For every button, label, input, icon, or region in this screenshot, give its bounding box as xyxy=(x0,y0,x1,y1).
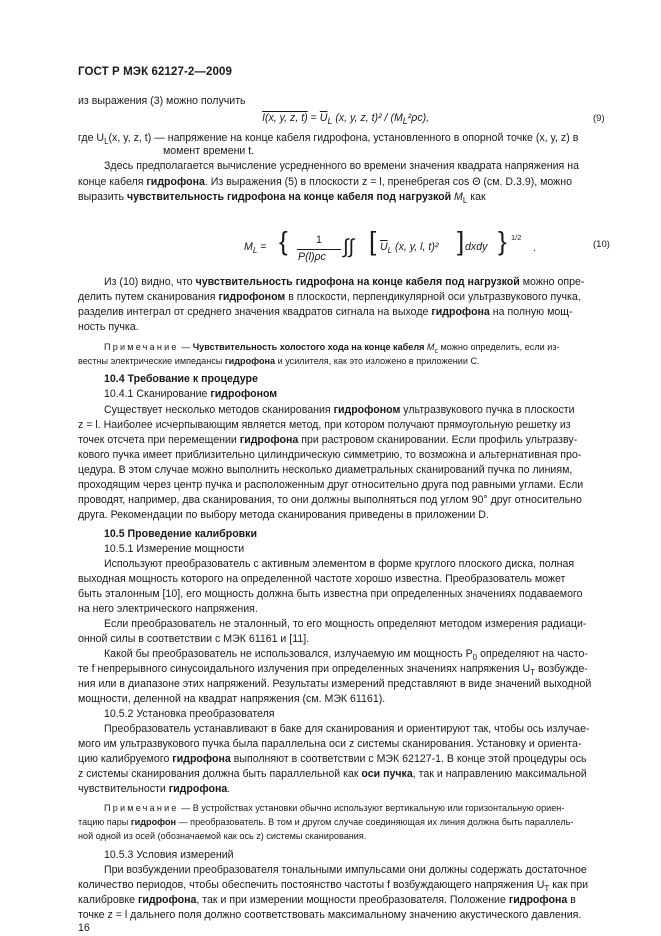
equation-number: (10) xyxy=(593,239,610,250)
text-line: Преобразователь устанавливают в баке для сканирования и ориентируют так, чтобы ось излучае- xyxy=(104,723,590,735)
text-line: цию калибруемого гидрофона выполняют в соответствии с МЭК 62127-1. В конце этой процедуры ось xyxy=(78,753,587,765)
text-line: быть эталонным [10], его мощность должна быть известна при определенных значениях подаваемого xyxy=(78,588,583,600)
page-number: 16 xyxy=(78,922,90,934)
section-heading: 10.4 Требование к процедуре xyxy=(104,373,258,385)
text-line: разделив интеграл от среднего значения квадратов сигнала на выходе гидрофона на полную мощ- xyxy=(78,306,573,318)
subsection-heading: 10.5.3 Условия измерений xyxy=(104,849,234,861)
text-line: момент времени t. xyxy=(163,145,255,157)
text-line: точек отсчета при перемещении гидрофона при растровом сканировании. Если профиль ультразву- xyxy=(78,434,578,446)
text-line: где $U_L(x$, y, z, t) — напряжение на конце кабеля гидрофона, установленного в опорной точке (x, y, z) в xyxy=(78,132,579,147)
note-line: ной одной из осей (обозначаемой как ось z) системы сканирования. xyxy=(78,831,367,841)
text-line: онной силы в соответствии с МЭК 61161 и [11]. xyxy=(78,633,310,645)
subsection-heading: 10.5.2 Установка преобразователя xyxy=(104,708,275,720)
text-line: калибровке гидрофона, так и при измерении мощности преобразователя. Положение гидрофона в xyxy=(78,894,576,906)
text-line: проходящим через центр пучка и расположенным друг относительно друга под равными углами. Если xyxy=(78,479,584,491)
text-line: количество периодов, чтобы обеспечить постоянство частоты f возбуждающего напряжения $U_T$ как при xyxy=(78,879,589,894)
text-line: мого им ультразвукового пучка была параллельна оси z системы сканирования. Установку и ориента- xyxy=(78,738,582,750)
note-line: вестны электрические импедансы гидрофона и усилителя, как это изложено в приложении С. xyxy=(78,356,480,366)
text-line: проводят, например, два сканирования, то они должны выполняться под углом 90° друг относительно xyxy=(78,494,582,506)
note-line: Примечание — Чувствительность холостого хода на конце кабеля $M_c$ можно определить, если из- xyxy=(104,342,560,355)
text-line: из выражения (3) можно получить xyxy=(78,95,246,107)
text-line: z системы сканирования должна быть параллельной как оси пучка, так и направлению максимальной xyxy=(78,768,587,780)
text-line: кового пучка имеет приблизительно цилиндрическую симметрию, то возможна и альтернативная про- xyxy=(78,449,582,461)
text-line: делить путем сканирования гидрофоном в плоскости, перпендикулярной оси ультразвукового пучка, xyxy=(78,291,581,303)
text-line: выразить чувствительность гидрофона на конце кабеля под нагрузкой $M_L$ как xyxy=(78,191,486,206)
text-line: точке z = l дальнего поля должно соответствовать максимальному значению акустического давления. xyxy=(78,909,582,921)
document-header: ГОСТ Р МЭК 62127-2—2009 xyxy=(78,66,232,78)
text-line: конце кабеля гидрофона. Из выражения (5) в плоскости z = l, пренебрегая cos Θ (см. D.3.9), можно xyxy=(78,176,573,188)
text-line: Из (10) видно, что чувствительность гидрофона на конце кабеля под нагрузкой можно опре- xyxy=(104,276,585,288)
text-line: Существует несколько методов сканирования гидрофоном ультразвукового пучка в плоскости xyxy=(104,404,575,416)
text-line: чувствительности гидрофона. xyxy=(78,783,231,795)
text-line: Здесь предполагается вычисление усредненного во времени значения квадрата напряжения на xyxy=(104,160,579,172)
text-line: z = l. Наиболее исчерпывающим является метод, при котором получают прямоугольную решетку из xyxy=(78,419,571,431)
equation-9: I(x, y, z, $t) = \overline{U}_L$ (x, y, z, $t)^2 / (M_L^2\rho c)$, xyxy=(262,112,430,127)
text-line: ность пучка. xyxy=(78,321,139,333)
text-line: выходная мощность которого на определенной частоте хорошо известна. Преобразователь может xyxy=(78,573,566,585)
section-heading: 10.5 Проведение калибровки xyxy=(104,528,257,540)
subsection-heading: 10.5.1 Измерение мощности xyxy=(104,543,245,555)
equation-number: (9) xyxy=(593,113,605,124)
note-line: тацию пары гидрофон — преобразователь. В том и другом случае соединяющая их линия должна быть параллель- xyxy=(78,817,574,827)
text-line: ния или в диапазоне этих напряжений. Результаты измерений представляют в виде значений выходной xyxy=(78,678,592,690)
text-line: При возбуждении преобразователя тональными импульсами они должны содержать достаточное xyxy=(104,864,587,876)
text-line: Используют преобразователь с активным элементом в форме круглого плоского диска, полная xyxy=(104,558,575,570)
text-line: цедура. В этом случае можно выполнить несколько диаметральных сканирований пучка по линиям, xyxy=(78,464,573,476)
text-line: на него электрического напряжения. xyxy=(78,603,258,615)
text-line: Если преобразователь не эталонный, то его мощность определяют методом измерения радиаци- xyxy=(104,618,587,630)
text-line: те f непрерывного синусоидального излучения при определенных значениях напряжения $U_T$ возбужде- xyxy=(78,663,588,678)
text-line: Какой бы преобразователь не использовался, излучаемую им мощность $P_0$ определяют на часто- xyxy=(104,648,588,663)
text-line: друга. Рекомендации по выбору метода сканирования приведены в приложении D. xyxy=(78,509,489,521)
text-line: мощности, деленной на квадрат напряжения (см. МЭК 61161). xyxy=(78,693,386,705)
note-line: Примечание — В устройствах установки обычно используют вертикальную или горизонтальную ориен- xyxy=(104,803,565,813)
subsection-heading: 10.4.1 Сканирование гидрофоном xyxy=(104,388,278,400)
